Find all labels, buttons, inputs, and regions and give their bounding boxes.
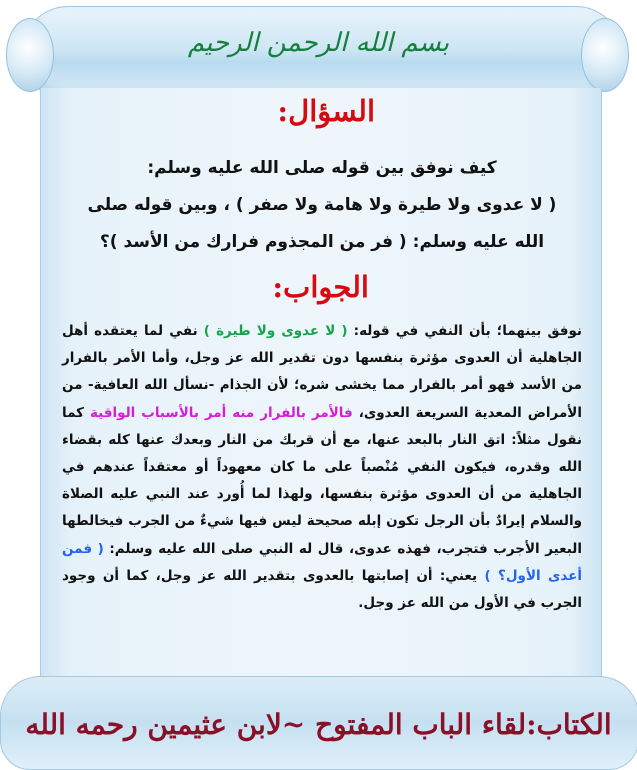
- question-heading: السؤال:: [277, 94, 375, 128]
- answer-part-4: يعني: أن إصابتها بالعدوى بتقدير الله عز وجل، كما أن وجود الجرب في الأول من الله عز وجل.: [62, 567, 582, 612]
- bismillah-calligraphy: بسم الله الرحمن الرحيم: [187, 28, 450, 58]
- question-line-2: ، وبين قوله صلى: [87, 195, 230, 215]
- question-quote-2: ( فر من المجذوم فرارك من الأسد )؟: [99, 232, 407, 252]
- answer-part-3: كما نقول مثلاً: اتق النار بالبعد عنها، مع أن قربك من النار وبعدك عنها كله بقضاء الله وقدره، فيكون النفي مُنْصباً على ما كان معهوداً أو معتقداً عندهم في الجاهلية من أن العدوى مؤثرة بنفسها، ولهذا لما أُورد عند النبي عليه الصلاة والسلام إيرادٌ بأن الرجل تكون إبله صحيحة ليس فيها شيءٌ من الجرب فيخالطها البعير الأجرب فتجرب، فهذه عدوى، قال له النبي صلى الله عليه وسلم:: [62, 404, 582, 557]
- answer-part-2: نفي لما يعتقده أهل الجاهلية أن العدوى مؤثرة بنفسها دون تقدير الله عز وجل، وأما الأمر بالفرار من الأسد فهو أمر بالفرار مما يخشى شره؛ لأن الجذام -نسأل الله العافية- من الأمراض المعدية السريعة العدوى،: [62, 323, 582, 421]
- answer-quote-no-contagion: ( لا عدوى ولا طيرة ): [203, 323, 348, 339]
- answer-heading: الجواب:: [272, 270, 369, 304]
- answer-quote-first-infected: ( فمن أعدى الأول؟ ): [62, 540, 582, 584]
- question-line-1: كيف نوفق بين قوله صلى الله عليه وسلم:: [147, 158, 497, 178]
- question-quote-1: ( لا عدوى ولا طيرة ولا هامة ولا صفر ): [235, 195, 557, 215]
- question-text: [66, 150, 578, 261]
- question-line-3: الله عليه وسلم:: [412, 232, 545, 252]
- answer-highlight-preventive: فالأمر بالفرار منه أمر بالأسباب الواقية: [89, 404, 353, 421]
- answer-text: [62, 318, 582, 617]
- answer-part-1: نوفق بينهما؛ بأن النفي في قوله:: [353, 323, 582, 339]
- book-source-caption: الكتاب:لقاء الباب المفتوح ~لابن عثيمين رحمه الله: [25, 708, 612, 741]
